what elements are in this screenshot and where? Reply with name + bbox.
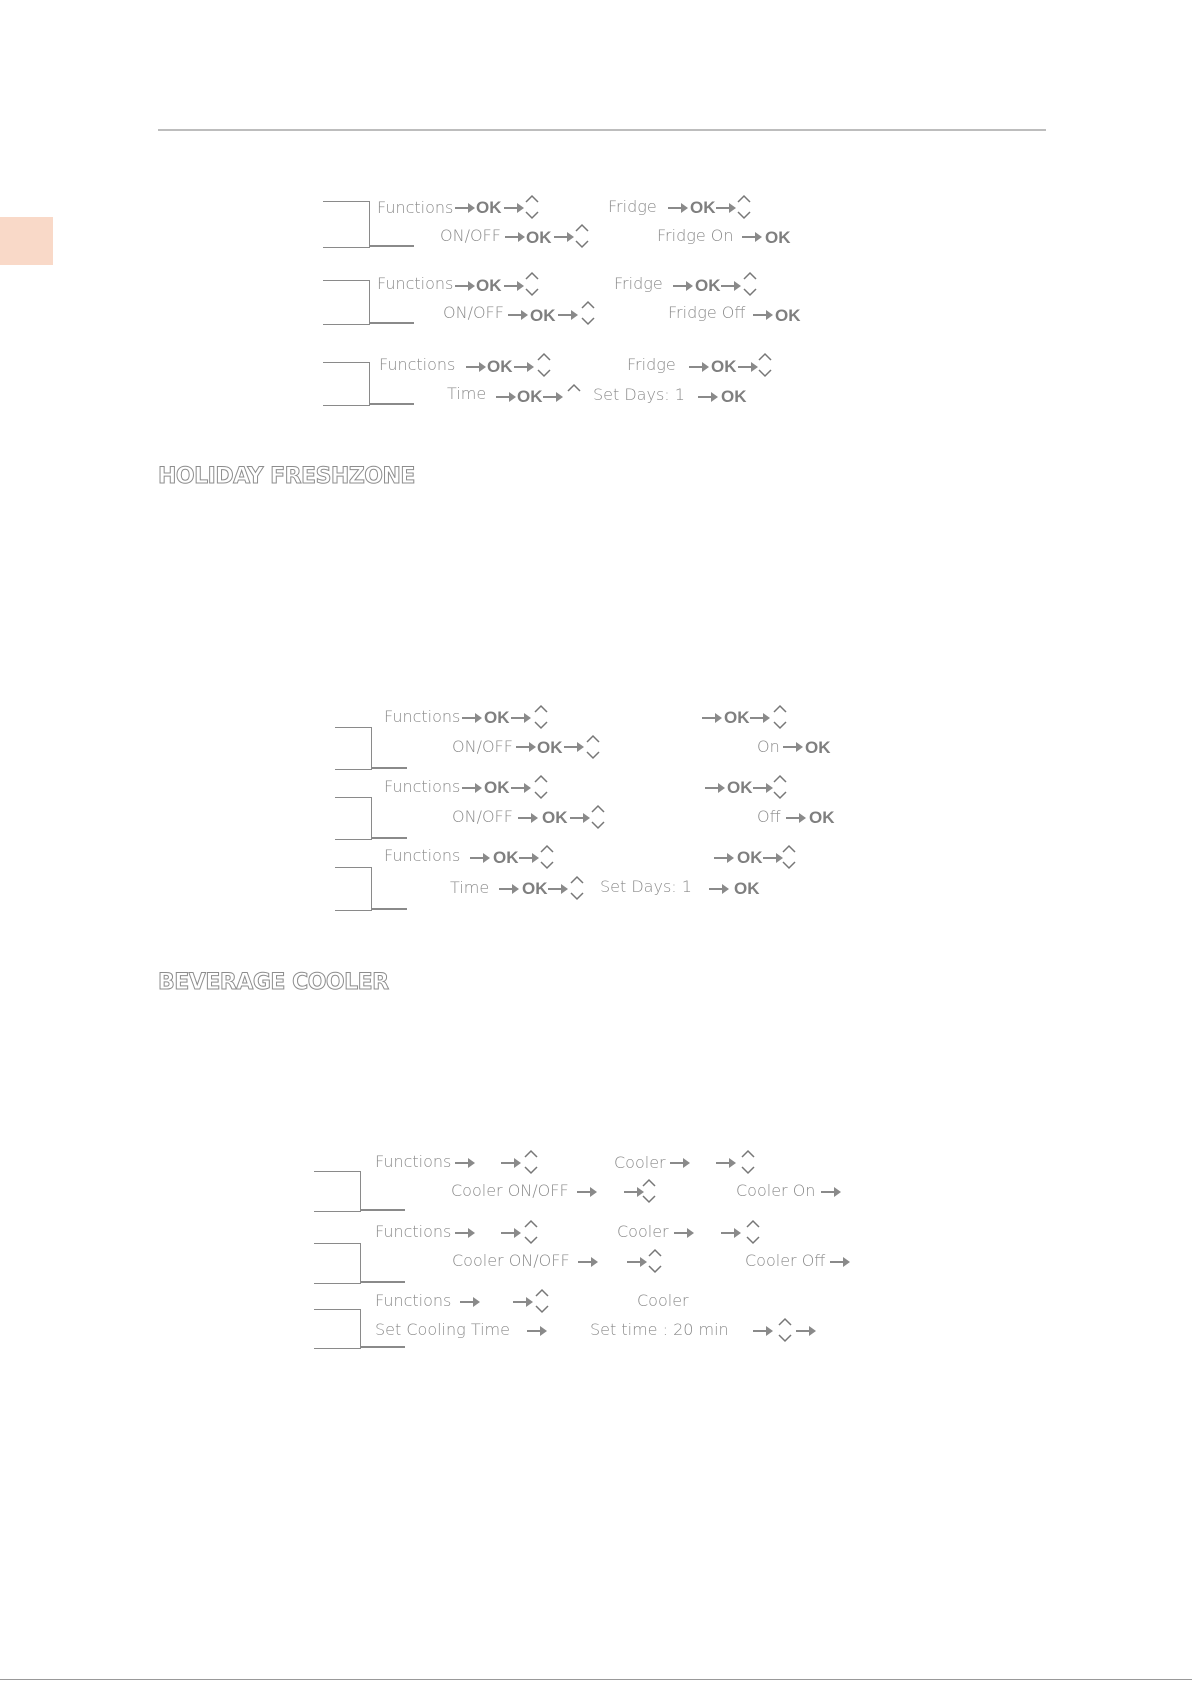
section-heading-beverage-cooler: BEVERAGE COOLER — [158, 970, 389, 995]
arrow-right-icon — [462, 783, 482, 793]
fridge-off-label: Fridge Off — [668, 303, 746, 322]
flow-bracket — [314, 1309, 361, 1349]
ok-label: OK — [727, 778, 753, 797]
up-down-arrows-icon — [641, 1177, 657, 1205]
arrow-right-icon — [702, 713, 722, 723]
flow-bracket-tail — [371, 908, 407, 910]
section-heading-holiday-freshzone: HOLIDAY FRESHZONE — [158, 464, 415, 489]
up-down-arrows-icon — [524, 270, 540, 298]
up-down-arrows-icon — [585, 733, 601, 761]
set-cooling-time-label: Set Cooling Time — [375, 1320, 510, 1339]
arrow-right-icon — [470, 853, 490, 863]
functions-label: Functions — [384, 777, 461, 796]
ok-label: OK — [484, 778, 510, 797]
flow-bracket — [323, 362, 370, 406]
arrow-right-icon — [554, 232, 574, 242]
ok-label: OK — [522, 879, 548, 898]
arrow-right-icon — [786, 813, 806, 823]
arrow-right-icon — [716, 203, 736, 213]
up-down-arrows-icon — [536, 351, 552, 379]
up-down-arrows-icon — [590, 803, 606, 831]
arrow-right-icon — [543, 392, 563, 402]
cooler-label: Cooler — [614, 1153, 666, 1172]
arrow-right-icon — [689, 362, 709, 372]
arrow-right-icon — [516, 742, 536, 752]
ok-label: OK — [724, 708, 750, 727]
up-down-arrows-icon — [533, 773, 549, 801]
arrow-right-icon — [455, 1228, 475, 1238]
arrow-right-icon — [705, 783, 725, 793]
ok-label: OK — [542, 808, 568, 827]
side-tab-marker — [0, 217, 53, 265]
up-down-arrows-icon — [647, 1247, 663, 1275]
cooler-on-off-label: Cooler ON/OFF — [452, 1251, 570, 1270]
arrow-right-icon — [673, 281, 693, 291]
on-off-label: ON/OFF — [452, 737, 513, 756]
on-off-label: ON/OFF — [440, 226, 501, 245]
ok-label: OK — [487, 357, 513, 376]
ok-label: OK — [721, 387, 747, 406]
arrow-right-icon — [501, 1158, 521, 1168]
ok-label: OK — [493, 848, 519, 867]
flow-bracket-tail — [360, 1281, 405, 1283]
ok-label: OK — [805, 738, 831, 757]
arrow-right-icon — [455, 281, 475, 291]
off-label: Off — [757, 807, 781, 826]
up-down-arrows-icon — [736, 193, 752, 221]
on-off-label: ON/OFF — [443, 303, 504, 322]
arrow-right-icon — [514, 362, 534, 372]
flow-bracket-tail — [360, 1209, 405, 1211]
fridge-label: Fridge — [614, 274, 663, 293]
arrow-right-icon — [698, 392, 718, 402]
functions-label: Functions — [377, 274, 454, 293]
arrow-right-icon — [821, 1187, 841, 1197]
cooler-off-label: Cooler Off — [745, 1251, 826, 1270]
arrow-right-icon — [709, 884, 729, 894]
flow-bracket-tail — [360, 1346, 405, 1348]
flow-bracket — [323, 280, 370, 325]
bottom-rule — [0, 1679, 1192, 1680]
arrow-right-icon — [721, 1228, 741, 1238]
up-down-arrows-icon — [569, 874, 585, 902]
on-off-label: ON/OFF — [452, 807, 513, 826]
arrow-right-icon — [548, 884, 568, 894]
cooler-label: Cooler — [617, 1222, 669, 1241]
arrow-right-icon — [668, 203, 688, 213]
up-down-arrows-icon — [533, 703, 549, 731]
arrow-right-icon — [753, 310, 773, 320]
flow-bracket — [314, 1171, 361, 1212]
time-label: Time — [447, 384, 487, 403]
flow-bracket — [335, 727, 372, 770]
ok-label: OK — [737, 848, 763, 867]
functions-label: Functions — [384, 846, 461, 865]
functions-label: Functions — [384, 707, 461, 726]
ok-label: OK — [809, 808, 835, 827]
up-down-arrows-icon — [539, 843, 555, 871]
arrow-right-icon — [508, 310, 528, 320]
functions-label: Functions — [375, 1222, 452, 1241]
arrow-right-icon — [721, 281, 741, 291]
ok-label: OK — [476, 198, 502, 217]
up-down-arrows-icon — [781, 843, 797, 871]
top-rule — [158, 129, 1046, 131]
arrow-right-icon — [518, 813, 538, 823]
ok-label: OK — [734, 879, 760, 898]
caret-up-icon — [566, 381, 582, 395]
ok-label: OK — [517, 387, 543, 406]
up-down-arrows-icon — [772, 703, 788, 731]
ok-label: OK — [775, 306, 801, 325]
functions-label: Functions — [375, 1152, 452, 1171]
fridge-on-label: Fridge On — [657, 226, 734, 245]
flow-bracket-tail — [369, 403, 414, 405]
arrow-right-icon — [519, 853, 539, 863]
arrow-right-icon — [577, 1187, 597, 1197]
arrow-right-icon — [496, 392, 516, 402]
on-label: On — [757, 737, 780, 756]
flow-bracket — [335, 797, 372, 840]
arrow-right-icon — [750, 713, 770, 723]
up-down-arrows-icon — [757, 351, 773, 379]
set-time-label: Set time : 20 min — [590, 1320, 729, 1339]
cooler-on-label: Cooler On — [736, 1181, 816, 1200]
fridge-label: Fridge — [608, 197, 657, 216]
arrow-right-icon — [504, 203, 524, 213]
ok-label: OK — [530, 306, 556, 325]
flow-bracket-tail — [371, 837, 407, 839]
time-label: Time — [450, 878, 490, 897]
up-down-arrows-icon — [745, 1218, 761, 1246]
arrow-right-icon — [738, 362, 758, 372]
arrow-right-icon — [460, 1297, 480, 1307]
up-down-arrows-icon — [523, 1218, 539, 1246]
up-down-arrows-icon — [523, 1148, 539, 1176]
arrow-right-icon — [627, 1257, 647, 1267]
cooler-label: Cooler — [637, 1291, 689, 1310]
ok-label: OK — [690, 198, 716, 217]
flow-bracket — [323, 201, 370, 248]
arrow-right-icon — [796, 1326, 816, 1336]
up-down-arrows-icon — [580, 299, 596, 327]
up-down-arrows-icon — [534, 1287, 550, 1315]
arrow-right-icon — [716, 1158, 736, 1168]
arrow-right-icon — [504, 281, 524, 291]
arrow-right-icon — [674, 1228, 694, 1238]
set-days-label: Set Days: 1 — [600, 877, 692, 896]
up-down-arrows-icon — [742, 270, 758, 298]
ok-label: OK — [695, 276, 721, 295]
up-down-arrows-icon — [574, 222, 590, 250]
flow-bracket-tail — [369, 245, 414, 247]
up-down-arrows-icon — [772, 773, 788, 801]
arrow-right-icon — [527, 1326, 547, 1336]
arrow-right-icon — [505, 232, 525, 242]
arrow-right-icon — [455, 1158, 475, 1168]
up-down-arrows-icon — [524, 193, 540, 221]
arrow-right-icon — [462, 713, 482, 723]
ok-label: OK — [526, 228, 552, 247]
up-down-arrows-icon — [777, 1316, 793, 1344]
set-days-label: Set Days: 1 — [593, 385, 685, 404]
functions-label: Functions — [379, 355, 456, 374]
functions-label: Functions — [377, 198, 454, 217]
up-down-arrows-icon — [740, 1148, 756, 1176]
arrow-right-icon — [513, 1297, 533, 1307]
arrow-right-icon — [499, 884, 519, 894]
flow-bracket-tail — [371, 767, 407, 769]
functions-label: Functions — [375, 1291, 452, 1310]
arrow-right-icon — [783, 742, 803, 752]
ok-label: OK — [476, 276, 502, 295]
arrow-right-icon — [558, 310, 578, 320]
arrow-right-icon — [578, 1257, 598, 1267]
arrow-right-icon — [753, 1326, 773, 1336]
arrow-right-icon — [511, 713, 531, 723]
arrow-right-icon — [714, 853, 734, 863]
ok-label: OK — [484, 708, 510, 727]
ok-label: OK — [711, 357, 737, 376]
arrow-right-icon — [511, 783, 531, 793]
arrow-right-icon — [466, 362, 486, 372]
arrow-right-icon — [501, 1228, 521, 1238]
ok-label: OK — [765, 228, 791, 247]
flow-bracket — [335, 867, 372, 911]
ok-label: OK — [537, 738, 563, 757]
arrow-right-icon — [670, 1158, 690, 1168]
cooler-on-off-label: Cooler ON/OFF — [451, 1181, 569, 1200]
arrow-right-icon — [763, 853, 783, 863]
arrow-right-icon — [830, 1257, 850, 1267]
arrow-right-icon — [564, 742, 584, 752]
arrow-right-icon — [455, 203, 475, 213]
arrow-right-icon — [753, 783, 773, 793]
arrow-right-icon — [570, 813, 590, 823]
flow-bracket-tail — [369, 322, 414, 324]
arrow-right-icon — [742, 232, 762, 242]
flow-bracket — [314, 1243, 361, 1284]
fridge-label: Fridge — [627, 355, 676, 374]
